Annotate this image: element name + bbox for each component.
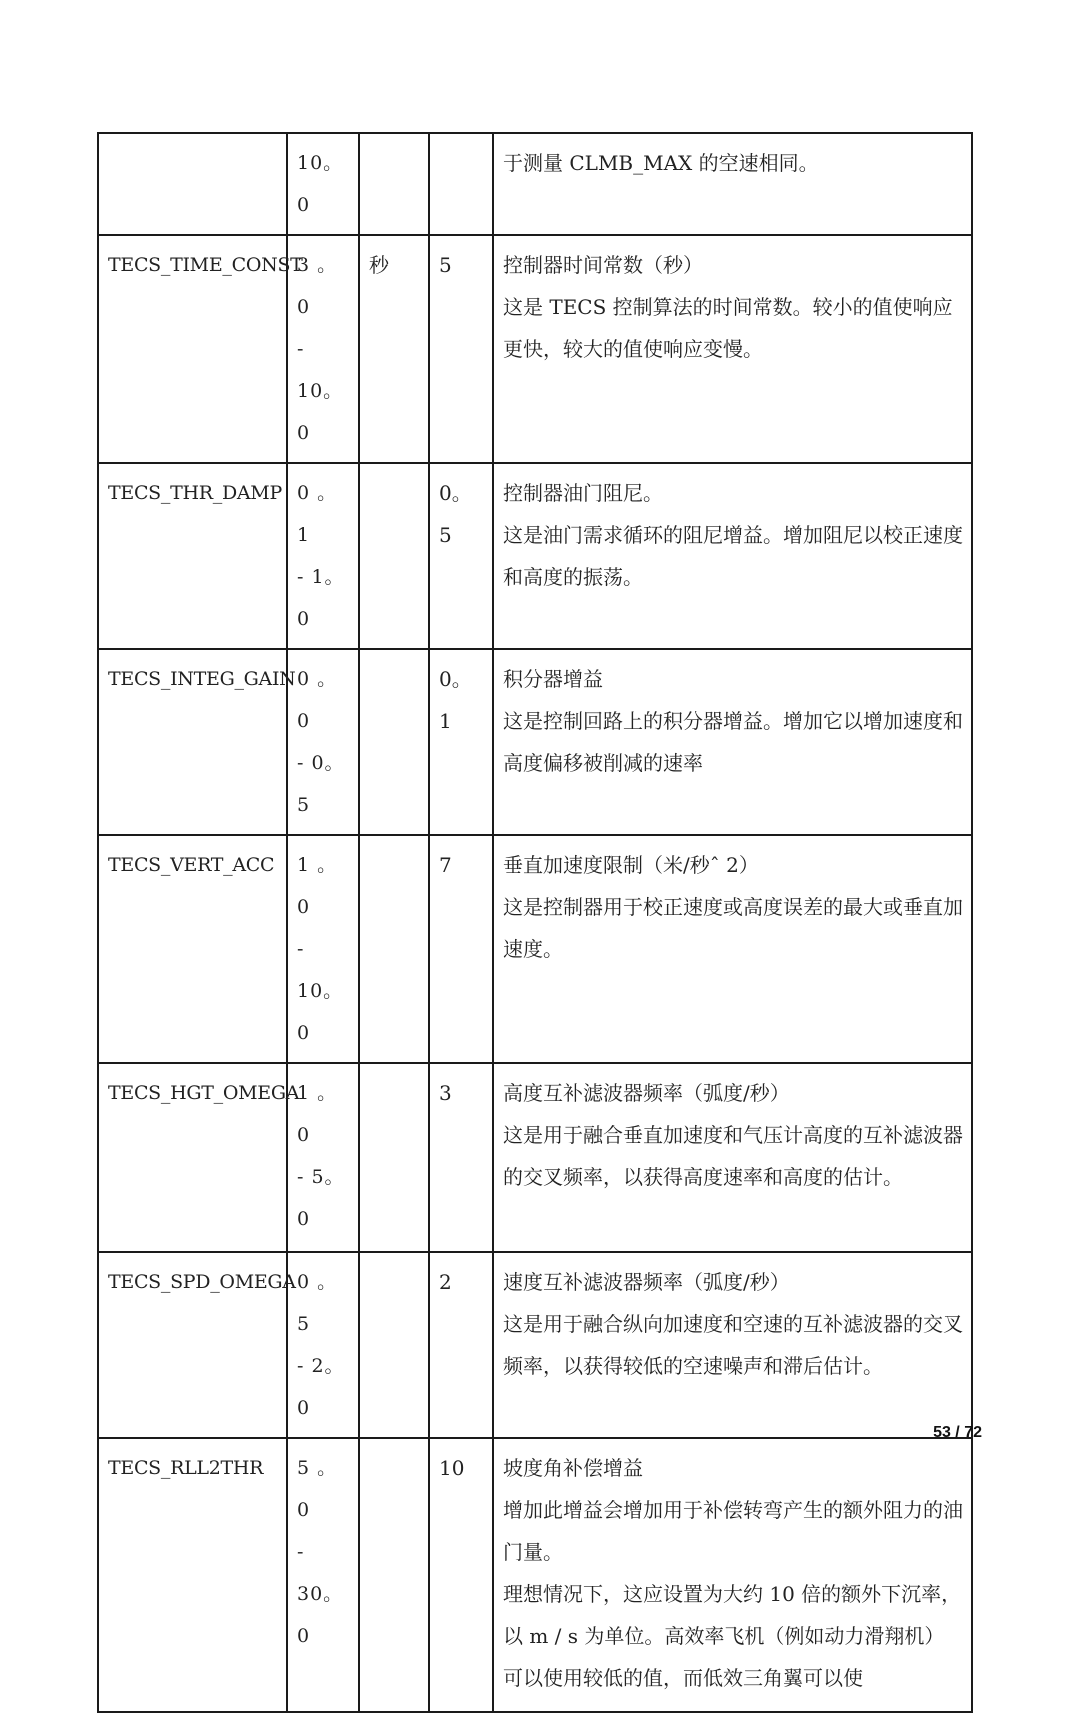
range-line: 0 。 0	[297, 668, 338, 732]
param-range	[287, 235, 359, 463]
description-line: 积分器增益	[503, 667, 603, 691]
range-line: - 0。	[297, 752, 345, 774]
param-description	[493, 463, 972, 649]
param-default: 7	[429, 835, 493, 1063]
range-line: 10。0	[297, 380, 344, 444]
range-line: - 5。	[297, 1166, 345, 1188]
param-unit	[359, 649, 429, 835]
param-unit	[359, 463, 429, 649]
table-row	[98, 1063, 972, 1252]
param-name: TECS_INTEG_GAIN	[98, 649, 287, 835]
range-line: 30。0	[297, 1583, 344, 1647]
description-line: 于测量 CLMB_MAX 的空速相同。	[503, 151, 819, 175]
range-line: -	[297, 938, 305, 960]
range-line: -	[297, 1541, 305, 1563]
range-line: 5 。 0	[297, 1457, 338, 1521]
range-line: 5	[297, 794, 311, 816]
table-row	[98, 1252, 972, 1438]
param-range	[287, 463, 359, 649]
table-row	[98, 235, 972, 463]
description-line: 速度互补滤波器频率（弧度/秒）	[503, 1270, 790, 1294]
table-row	[98, 463, 972, 649]
description-line: 高度互补滤波器频率（弧度/秒）	[503, 1081, 790, 1105]
range-line: - 2。	[297, 1355, 345, 1377]
table-row	[98, 1438, 972, 1712]
param-unit	[359, 835, 429, 1063]
range-line: 0	[297, 1397, 311, 1419]
param-range	[287, 1438, 359, 1712]
range-line: 10。0	[297, 980, 344, 1044]
param-description	[493, 1063, 972, 1252]
param-range	[287, 1063, 359, 1252]
description-line: 坡度角补偿增益	[503, 1456, 643, 1480]
description-line: 增加此增益会增加用于补偿转弯产生的额外阻力的油门量。	[503, 1498, 963, 1564]
param-description	[493, 235, 972, 463]
range-line: 1 。 0	[297, 1082, 338, 1146]
table-row	[98, 133, 972, 235]
page-number: 53 / 72	[933, 1424, 982, 1441]
param-default: 3	[429, 1063, 493, 1252]
param-name	[98, 133, 287, 235]
param-description	[493, 835, 972, 1063]
param-default: 0。5	[429, 463, 493, 649]
range-line: 0	[297, 608, 311, 630]
param-range	[287, 649, 359, 835]
range-line: -	[297, 338, 305, 360]
description-line: 控制器油门阻尼。	[503, 481, 663, 505]
range-line: 0 。 5	[297, 1271, 338, 1335]
param-name: TECS_RLL2THR	[98, 1438, 287, 1712]
range-line: 0	[297, 1208, 311, 1230]
description-line: 这是控制器用于校正速度或高度误差的最大或垂直加速度。	[503, 895, 963, 961]
table-body	[98, 133, 972, 1712]
param-description	[493, 1438, 972, 1712]
param-description	[493, 1252, 972, 1438]
param-unit	[359, 1063, 429, 1252]
description-line: 这是油门需求循环的阻尼增益。增加阻尼以校正速度和高度的振荡。	[503, 523, 963, 589]
param-default: 5	[429, 235, 493, 463]
param-description	[493, 649, 972, 835]
range-line: 3 。 0	[297, 254, 338, 318]
param-range	[287, 133, 359, 235]
param-default	[429, 133, 493, 235]
param-name: TECS_VERT_ACC	[98, 835, 287, 1063]
param-unit	[359, 1252, 429, 1438]
param-name: TECS_SPD_OMEGA	[98, 1252, 287, 1438]
param-name: TECS_THR_DAMP	[98, 463, 287, 649]
range-line: 1 。 0	[297, 854, 338, 918]
param-default: 2	[429, 1252, 493, 1438]
param-range	[287, 1252, 359, 1438]
range-line: 0 。 1	[297, 482, 338, 546]
range-line: - 1。	[297, 566, 345, 588]
param-unit	[359, 1438, 429, 1712]
description-line: 这是用于融合纵向加速度和空速的互补滤波器的交叉频率，以获得较低的空速噪声和滞后估计。	[503, 1312, 963, 1378]
description-line: 控制器时间常数（秒）	[503, 253, 703, 277]
description-line: 这是用于融合垂直加速度和气压计高度的互补滤波器的交叉频率，以获得高度速率和高度的估计。	[503, 1123, 963, 1189]
param-name: TECS_HGT_OMEGA	[98, 1063, 287, 1252]
table-row	[98, 649, 972, 835]
param-default: 10	[429, 1438, 493, 1712]
param-range	[287, 835, 359, 1063]
param-name: TECS_TIME_CONST	[98, 235, 287, 463]
parameter-table	[97, 132, 973, 1713]
param-unit: 秒	[359, 235, 429, 463]
description-line: 这是控制回路上的积分器增益。增加它以增加速度和高度偏移被削减的速率	[503, 709, 963, 775]
param-unit	[359, 133, 429, 235]
table-row	[98, 835, 972, 1063]
param-description	[493, 133, 972, 235]
range-line: 10。0	[297, 152, 344, 216]
description-line: 垂直加速度限制（米/秒ˆ 2）	[503, 853, 759, 877]
param-default: 0。1	[429, 649, 493, 835]
description-line: 理想情况下，这应设置为大约 10 倍的额外下沉率，以 m / s 为单位。高效率飞机（例如动力滑翔机）可以使用较低的值，而低效三角翼可以使	[503, 1582, 962, 1690]
description-line: 这是 TECS 控制算法的时间常数。较小的值使响应更快，较大的值使响应变慢。	[503, 295, 953, 361]
